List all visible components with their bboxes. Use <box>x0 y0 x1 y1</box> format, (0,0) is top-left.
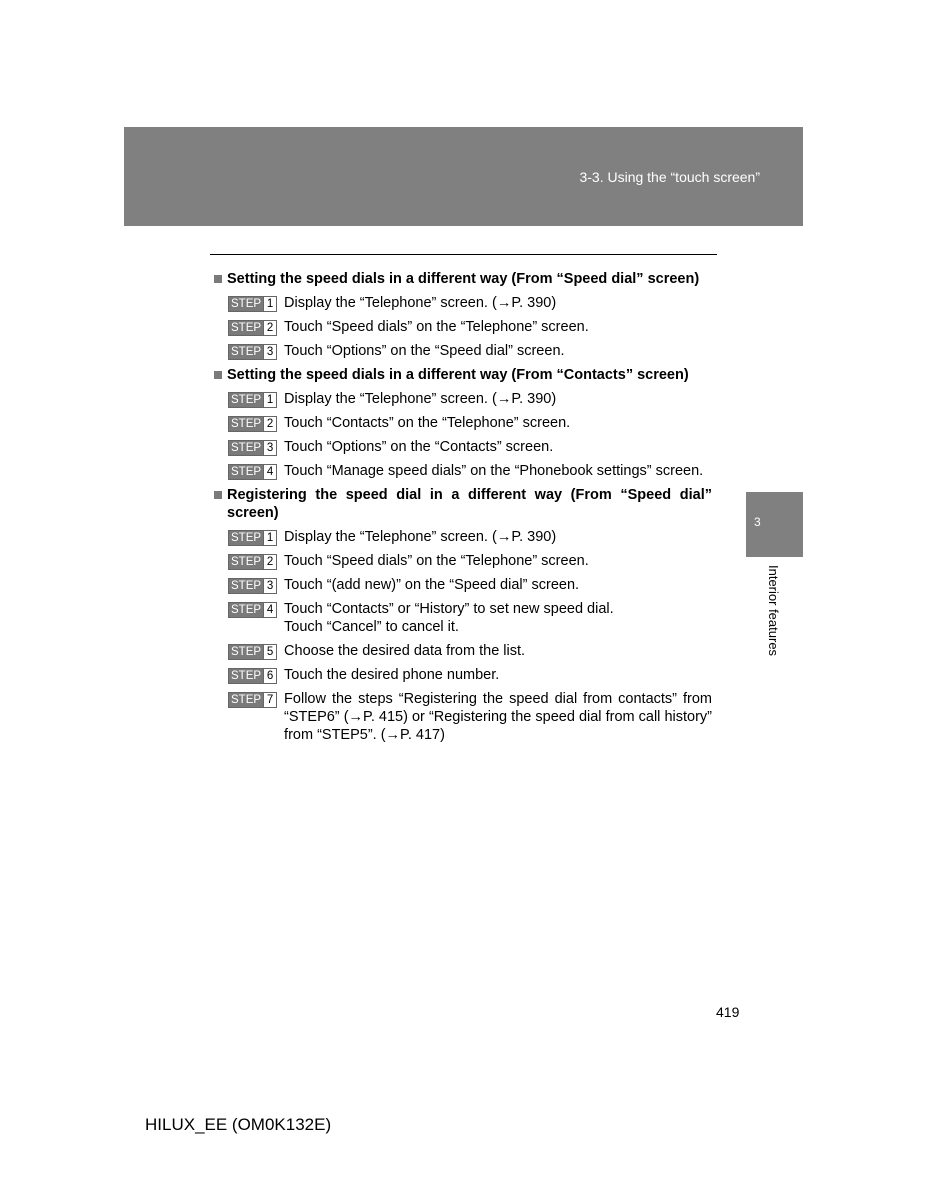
chapter-tab <box>746 492 803 557</box>
step-item <box>214 576 712 594</box>
step-text: Touch “(add new)” on the “Speed dial” screen. <box>284 577 580 593</box>
step-badge: STEP 3 <box>228 344 277 360</box>
step-text: Touch “Contacts” on the “Telephone” screen. <box>284 415 571 431</box>
step-item <box>214 666 712 684</box>
step-text: Touch “Options” on the “Speed dial” screen. <box>284 343 565 359</box>
step-item <box>214 690 712 744</box>
step-badge: STEP 2 <box>228 416 277 432</box>
step-item <box>214 438 712 456</box>
section-heading: Registering the speed dial in a different way (From “Speed dial” screen) <box>214 486 712 522</box>
step-badge: STEP 7 <box>228 692 277 708</box>
section-heading: Setting the speed dials in a different way (From “Contacts” screen) <box>214 366 712 384</box>
step-badge: STEP 2 <box>228 554 277 570</box>
step-text: Touch “Speed dials” on the “Telephone” screen. <box>284 553 589 569</box>
step-badge: STEP 3 <box>228 440 277 456</box>
step-item <box>214 552 712 570</box>
step-badge: STEP 1 <box>228 530 277 546</box>
page-number: 419 <box>716 1004 740 1020</box>
step-badge: STEP 4 <box>228 602 277 618</box>
bullet-square-icon <box>214 371 222 379</box>
step-item <box>214 462 712 480</box>
step-badge: STEP 1 <box>228 296 277 312</box>
step-item <box>214 318 712 336</box>
step-badge: STEP 1 <box>228 392 277 408</box>
step-text: Display the “Telephone” screen. (→P. 390) <box>284 529 557 545</box>
model-code: HILUX_EE (OM0K132E) <box>145 1115 332 1134</box>
step-item <box>214 414 712 432</box>
section-title: 3-3. Using the “touch screen” <box>579 169 760 185</box>
step-item <box>214 390 712 408</box>
step-badge: STEP 6 <box>228 668 277 684</box>
chapter-label: Interior features <box>766 565 781 657</box>
chapter-number: 3 <box>754 515 761 529</box>
step-text: Choose the desired data from the list. <box>284 643 526 659</box>
step-item <box>214 294 712 312</box>
step-text: Touch the desired phone number. <box>284 667 500 683</box>
section-heading: Setting the speed dials in a different way (From “Speed dial” screen) <box>214 270 712 288</box>
step-badge: STEP 3 <box>228 578 277 594</box>
step-text: Touch “Manage speed dials” on the “Phonebook settings” screen. <box>284 463 704 479</box>
bullet-square-icon <box>214 491 222 499</box>
step-text: Follow the steps “Registering the speed dial from contacts” from “STEP6” (→P. 415) or “Registering the speed dial from call history” from “STEP5”. (→P. 417) <box>284 691 712 743</box>
step-text: Touch “Contacts” or “History” to set new speed dial. Touch “Cancel” to cancel it. <box>284 601 614 635</box>
main-content <box>214 270 712 750</box>
step-badge: STEP 4 <box>228 464 277 480</box>
step-text: Touch “Speed dials” on the “Telephone” screen. <box>284 319 589 335</box>
step-item <box>214 342 712 360</box>
step-text: Display the “Telephone” screen. (→P. 390) <box>284 391 557 407</box>
header-band <box>124 127 803 226</box>
step-badge: STEP 2 <box>228 320 277 336</box>
step-item <box>214 642 712 660</box>
step-text: Display the “Telephone” screen. (→P. 390) <box>284 295 557 311</box>
step-item <box>214 528 712 546</box>
step-item <box>214 600 712 636</box>
step-badge: STEP 5 <box>228 644 277 660</box>
step-text: Touch “Options” on the “Contacts” screen. <box>284 439 554 455</box>
divider-rule <box>210 254 717 255</box>
bullet-square-icon <box>214 275 222 283</box>
